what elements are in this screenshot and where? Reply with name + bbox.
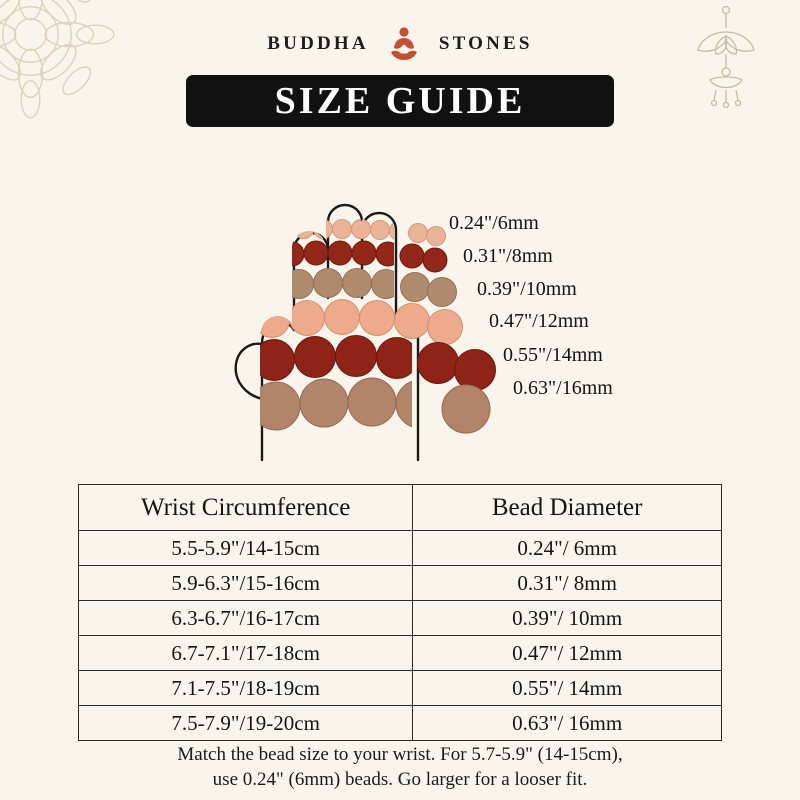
brand-word-left: BUDDHA: [267, 33, 369, 54]
buddha-figure-icon: [381, 24, 427, 64]
table-row: [79, 531, 722, 566]
hand-with-stacked-bracelets-illustration: [150, 128, 670, 468]
cell-bead: 0.63"/ 16mm: [413, 706, 722, 741]
table-row: [79, 601, 722, 636]
callout-8mm: 0.31"/8mm: [463, 245, 553, 267]
callout-6mm: 0.24"/6mm: [449, 212, 539, 234]
callout-14mm: 0.55"/14mm: [503, 344, 603, 366]
cell-bead: 0.55"/ 14mm: [413, 671, 722, 706]
cell-wrist: 6.7-7.1"/17-18cm: [79, 636, 413, 671]
footer-note-line-2: use 0.24" (6mm) beads. Go larger for a looser fit.: [212, 769, 588, 790]
table-row: [79, 671, 722, 706]
footer-note: [0, 742, 800, 792]
cell-bead: 0.24"/ 6mm: [413, 531, 722, 566]
cell-wrist: 6.3-6.7"/16-17cm: [79, 601, 413, 636]
table-row: [79, 566, 722, 601]
cell-wrist: 5.9-6.3"/15-16cm: [79, 566, 413, 601]
cell-wrist: 7.5-7.9"/19-20cm: [79, 706, 413, 741]
brand-lockup: [0, 24, 800, 64]
page-title: SIZE GUIDE: [274, 80, 526, 122]
column-header-wrist: Wrist Circumference: [79, 485, 413, 531]
column-header-bead: Bead Diameter: [413, 485, 722, 531]
callout-12mm: 0.47"/12mm: [489, 310, 589, 332]
cell-wrist: 5.5-5.9"/14-15cm: [79, 531, 413, 566]
size-table: [78, 484, 722, 741]
table-row: [79, 636, 722, 671]
cell-bead: 0.47"/ 12mm: [413, 636, 722, 671]
brand-word-right: STONES: [438, 33, 533, 54]
footer-note-line-1: Match the bead size to your wrist. For 5.7-5.9" (14-15cm),: [177, 744, 623, 765]
page-title-bar: [186, 75, 614, 127]
cell-bead: 0.39"/ 10mm: [413, 601, 722, 636]
cell-wrist: 7.1-7.5"/18-19cm: [79, 671, 413, 706]
callout-10mm: 0.39"/10mm: [477, 278, 577, 300]
table-header-row: [79, 485, 722, 531]
table-row: [79, 706, 722, 741]
cell-bead: 0.31"/ 8mm: [413, 566, 722, 601]
callout-16mm: 0.63"/16mm: [513, 377, 613, 399]
